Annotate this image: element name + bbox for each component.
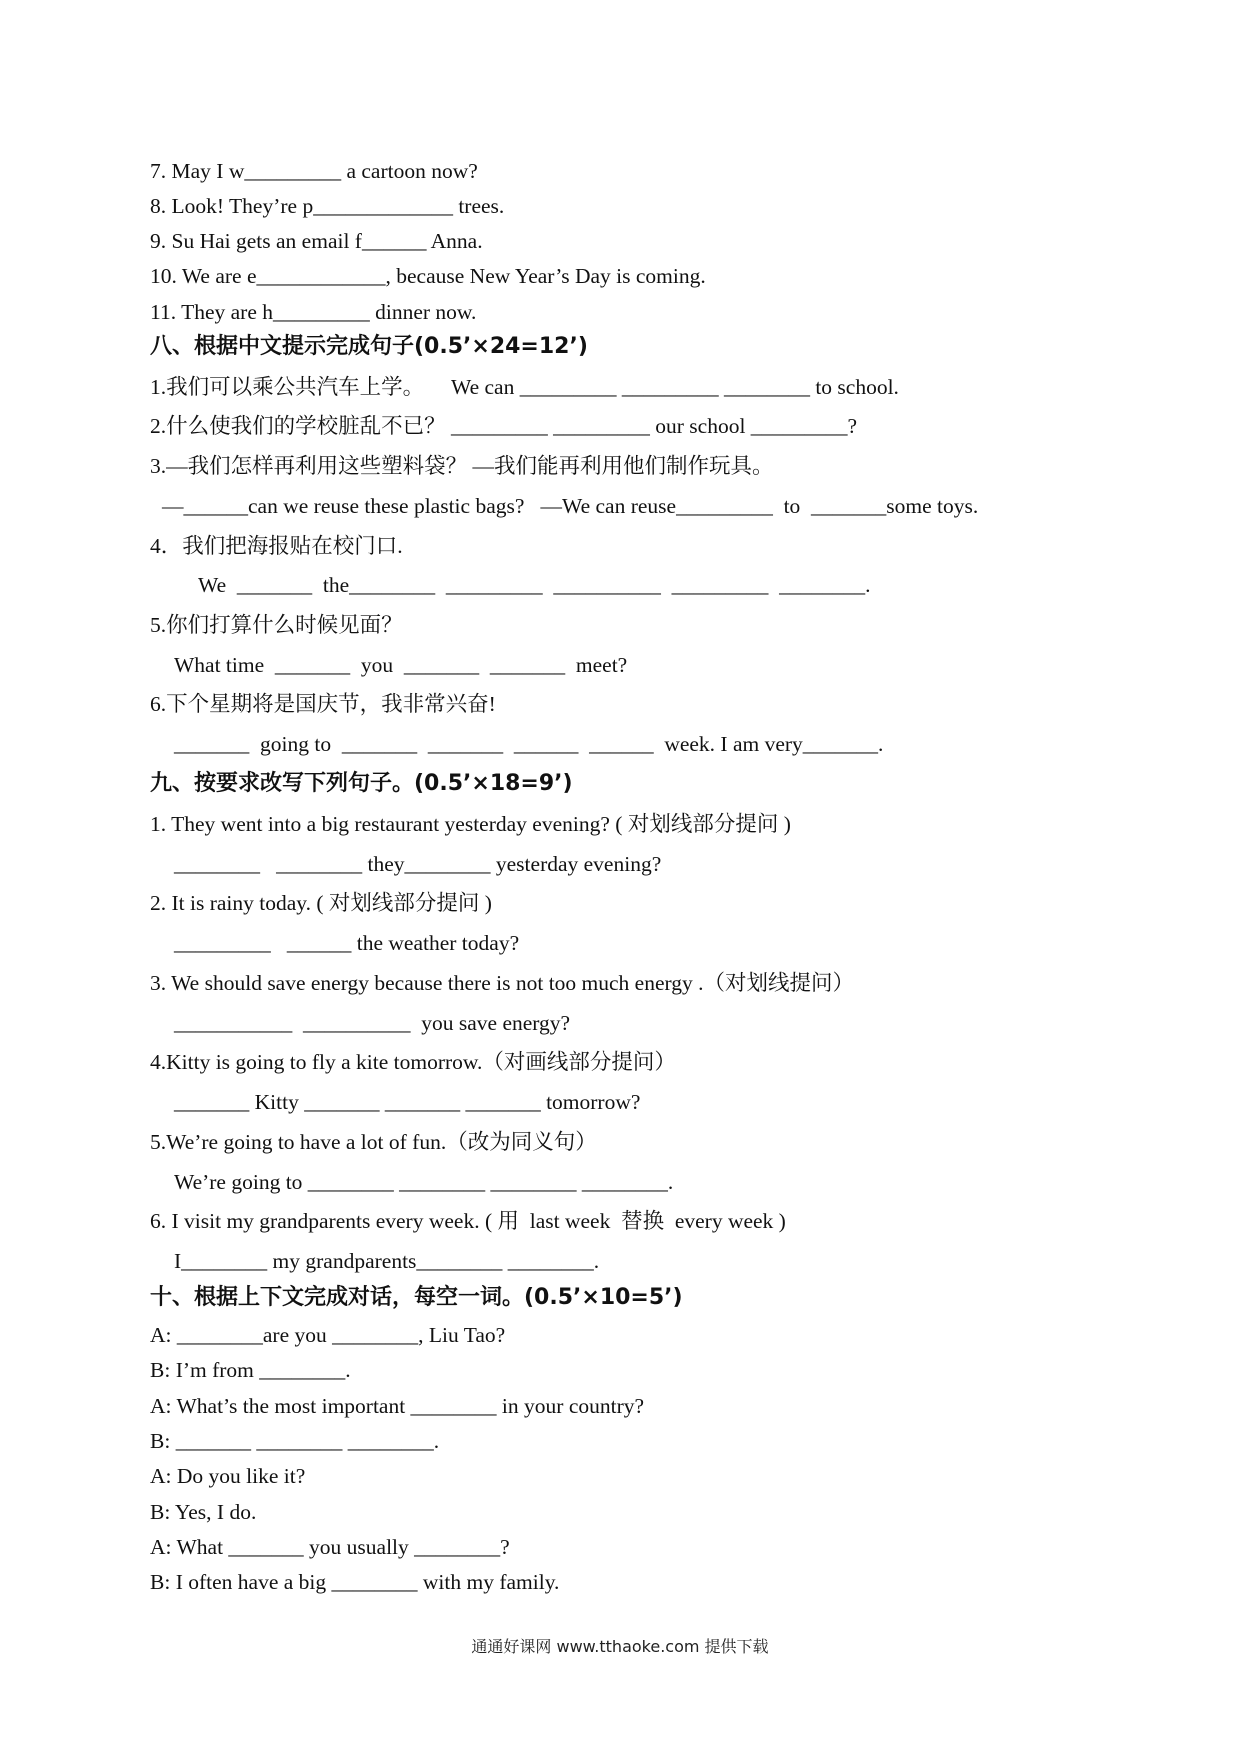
s8-q3: 3.—我们怎样再利用这些塑料袋？ —我们能再利用他们制作玩具。 <box>150 454 774 478</box>
s8-q4-answer: We _______ the________ _________ __________ _________ ________. <box>198 573 871 597</box>
s8-q5: 5.你们打算什么时候见面？ <box>150 613 403 637</box>
dialogue-line: A: ________are you ________, Liu Tao? <box>150 1323 506 1347</box>
q7-9: 9. Su Hai gets an email f______ Anna. <box>150 229 483 253</box>
q7-7: 7. May I w_________ a cartoon now? <box>150 159 478 183</box>
s8-q2: 2.什么使我们的学校脏乱不已？ _________ _________ our school _________? <box>150 414 858 438</box>
s9-q2-answer: _________ ______ the weather today? <box>174 931 520 955</box>
s9-q6: 6. I visit my grandparents every week. ( 用 last week 替换 every week ) <box>150 1209 786 1233</box>
dialogue-line: B: I often have a big ________ with my family. <box>150 1570 560 1594</box>
dialogue-line: B: _______ ________ ________. <box>150 1429 440 1453</box>
section-9-heading: 九、按要求改写下列句子。(0.5’×18=9’) <box>150 771 573 796</box>
s9-q4: 4.Kitty is going to fly a kite tomorrow.（对画线部分提问） <box>150 1050 676 1074</box>
s8-q4: 4．我们把海报贴在校门口. <box>150 534 403 558</box>
dialogue-line: A: What _______ you usually ________? <box>150 1535 510 1559</box>
dialogue-line: A: Do you like it? <box>150 1464 306 1488</box>
q7-8: 8. Look! They’re p_____________ trees. <box>150 194 505 218</box>
dialogue-line: A: What’s the most important ________ in your country? <box>150 1394 645 1418</box>
section-10-heading: 十、根据上下文完成对话，每空一词。(0.5’×10=5’) <box>150 1285 683 1310</box>
dialogue-line: B: Yes, I do. <box>150 1500 257 1524</box>
s8-q6: 6.下个星期将是国庆节，我非常兴奋! <box>150 692 496 716</box>
s9-q5: 5.We’re going to have a lot of fun.（改为同义句） <box>150 1130 597 1154</box>
s9-q5-answer: We’re going to ________ ________ ________ ________. <box>174 1170 674 1194</box>
s8-q5-answer: What time _______ you _______ _______ meet? <box>174 653 628 677</box>
s9-q1: 1. They went into a big restaurant yesterday evening? ( 对划线部分提问 ) <box>150 812 791 836</box>
footer-source: 通通好课网 www.tthaoke.com 提供下载 <box>471 1637 769 1656</box>
s9-q2: 2. It is rainy today. ( 对划线部分提问 ) <box>150 891 492 915</box>
q7-11: 11. They are h_________ dinner now. <box>150 300 477 324</box>
s8-q1: 1.我们可以乘公共汽车上学。 We can _________ _________ ________ to school. <box>150 375 899 399</box>
s9-q4-answer: _______ Kitty _______ _______ _______ tomorrow? <box>174 1090 641 1114</box>
s8-q6-answer: _______ going to _______ _______ ______ ______ week. I am very_______. <box>174 732 884 756</box>
s9-q3-answer: ___________ __________ you save energy? <box>174 1011 571 1035</box>
section-8-heading: 八、根据中文提示完成句子(0.5’×24=12’) <box>150 334 588 359</box>
s8-q3-answer: —______can we reuse these plastic bags? —We can reuse_________ to _______some toys. <box>162 494 979 518</box>
s9-q6-answer: I________ my grandparents________ ________. <box>174 1249 600 1273</box>
s9-q3: 3. We should save energy because there is not too much energy .（对划线提问） <box>150 971 855 995</box>
s9-q1-answer: ________ ________ they________ yesterday evening? <box>174 852 662 876</box>
dialogue-line: B: I’m from ________. <box>150 1358 351 1382</box>
q7-10: 10. We are e____________, because New Year’s Day is coming. <box>150 264 706 288</box>
